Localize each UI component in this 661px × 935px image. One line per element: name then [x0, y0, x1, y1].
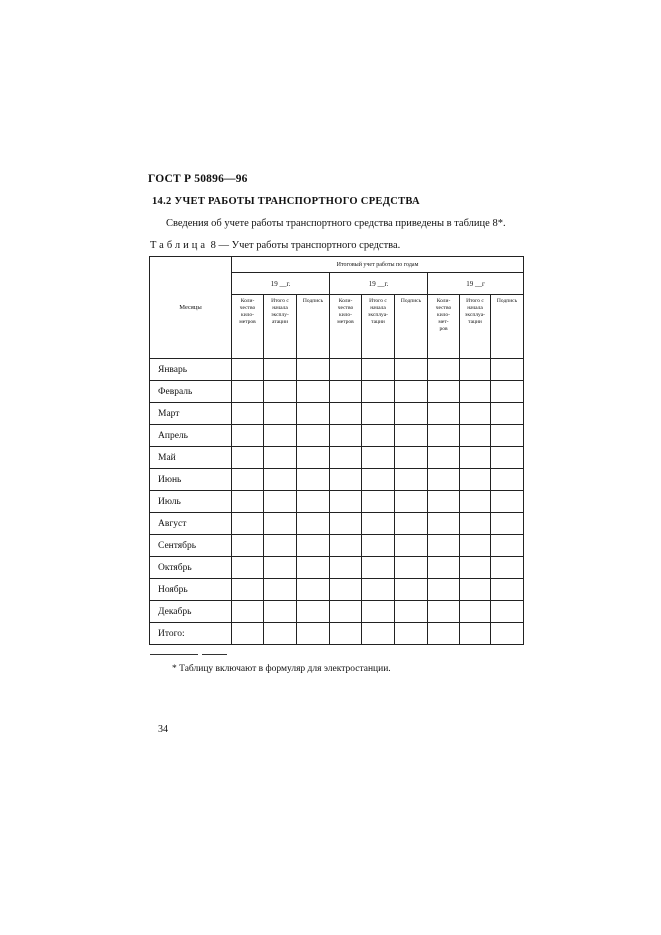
- table-row: [150, 469, 524, 491]
- entry-cell: [264, 425, 297, 447]
- entry-cell: [362, 601, 395, 623]
- entry-cell: [330, 513, 362, 535]
- sub-header-line: чество: [435, 305, 452, 311]
- table-caption: [150, 240, 400, 251]
- sub-header: [232, 295, 264, 359]
- entry-cell: [395, 359, 428, 381]
- page-number: 34: [158, 724, 168, 735]
- month-label: Март: [150, 403, 232, 425]
- entry-cell: [264, 447, 297, 469]
- section-title: 14.2 УЧЕТ РАБОТЫ ТРАНСПОРТНОГО СРЕДСТВА: [152, 196, 420, 207]
- entry-cell: [232, 579, 264, 601]
- entry-cell: [264, 535, 297, 557]
- sub-header-line: тации: [371, 319, 385, 325]
- entry-cell: [460, 425, 491, 447]
- table-row: [150, 381, 524, 403]
- entry-cell: [395, 425, 428, 447]
- entry-cell: [264, 579, 297, 601]
- sub-header-line: мет-: [438, 319, 449, 325]
- entry-cell: [264, 557, 297, 579]
- entry-cell: [362, 557, 395, 579]
- entry-cell: [297, 601, 330, 623]
- month-label: Ноябрь: [150, 579, 232, 601]
- sub-header-line: метров: [239, 319, 256, 325]
- entry-cell: [297, 381, 330, 403]
- sub-header-line: эксплуа-: [368, 312, 388, 318]
- entry-cell: [232, 403, 264, 425]
- entry-cell: [428, 579, 460, 601]
- entry-cell: [362, 579, 395, 601]
- entry-cell: [460, 623, 491, 645]
- entry-cell: [428, 623, 460, 645]
- entry-cell: [297, 623, 330, 645]
- entry-cell: [330, 469, 362, 491]
- entry-cell: [362, 623, 395, 645]
- entry-cell: [297, 579, 330, 601]
- sub-header-line: Коли-: [240, 298, 255, 304]
- sub-header: [460, 295, 491, 359]
- sub-header: [491, 295, 524, 359]
- sub-header-line: тации: [468, 319, 482, 325]
- month-label: Июль: [150, 491, 232, 513]
- sub-header-line: эксплуа-: [465, 312, 485, 318]
- table-row: [150, 447, 524, 469]
- entry-cell: [297, 359, 330, 381]
- entry-cell: [232, 469, 264, 491]
- entry-cell: [232, 381, 264, 403]
- entry-cell: [395, 601, 428, 623]
- entry-cell: [362, 469, 395, 491]
- sub-header: [264, 295, 297, 359]
- caption-text: — Учет работы транспортного средства.: [215, 240, 401, 251]
- entry-cell: [297, 447, 330, 469]
- sub-header: [330, 295, 362, 359]
- table-row: [150, 579, 524, 601]
- entry-cell: [491, 491, 524, 513]
- month-label: Февраль: [150, 381, 232, 403]
- table-row: [150, 513, 524, 535]
- entry-cell: [428, 535, 460, 557]
- entry-cell: [330, 601, 362, 623]
- entry-cell: [232, 425, 264, 447]
- entry-cell: [297, 535, 330, 557]
- month-label: Октябрь: [150, 557, 232, 579]
- table-row: [150, 403, 524, 425]
- entry-cell: [330, 381, 362, 403]
- entry-cell: [428, 447, 460, 469]
- entry-cell: [428, 601, 460, 623]
- sub-header: [297, 295, 330, 359]
- entry-cell: [491, 623, 524, 645]
- month-label: Август: [150, 513, 232, 535]
- entry-cell: [428, 381, 460, 403]
- entry-cell: [491, 513, 524, 535]
- month-label: Итого:: [150, 623, 232, 645]
- caption-number: 8: [210, 240, 216, 251]
- entry-cell: [491, 535, 524, 557]
- entry-cell: [297, 491, 330, 513]
- footnote-rule-short: [202, 654, 227, 655]
- table-row: [150, 491, 524, 513]
- sub-header-line: метров: [337, 319, 354, 325]
- entry-cell: [460, 535, 491, 557]
- sub-header-line: Итого с: [271, 298, 289, 304]
- year-header: 19 __г.: [232, 273, 330, 295]
- entry-cell: [330, 535, 362, 557]
- entry-cell: [460, 491, 491, 513]
- sub-header-line: чество: [239, 305, 256, 311]
- entry-cell: [428, 557, 460, 579]
- sub-header: [428, 295, 460, 359]
- sub-header-line: ров: [439, 326, 448, 332]
- entry-cell: [362, 381, 395, 403]
- sub-header-line: чество: [337, 305, 354, 311]
- sub-header-line: Подпись: [496, 298, 518, 304]
- entry-cell: [362, 513, 395, 535]
- entry-cell: [232, 601, 264, 623]
- entry-cell: [491, 557, 524, 579]
- entry-cell: [491, 359, 524, 381]
- entry-cell: [297, 513, 330, 535]
- entry-cell: [330, 579, 362, 601]
- entry-cell: [428, 425, 460, 447]
- entry-cell: [395, 491, 428, 513]
- entry-cell: [428, 491, 460, 513]
- entry-cell: [491, 469, 524, 491]
- table-row: [150, 623, 524, 645]
- entry-cell: [395, 403, 428, 425]
- entry-cell: [232, 623, 264, 645]
- entry-cell: [264, 403, 297, 425]
- year-header: 19 __г: [428, 273, 524, 295]
- entry-cell: [491, 601, 524, 623]
- work-record-table: [149, 256, 524, 645]
- sub-header-line: кило-: [437, 312, 450, 318]
- entry-cell: [362, 491, 395, 513]
- sub-header-line: кило-: [339, 312, 352, 318]
- footnote-rule: [150, 654, 198, 655]
- sub-header-line: эксплу-: [271, 312, 289, 318]
- entry-cell: [491, 381, 524, 403]
- month-label: Июнь: [150, 469, 232, 491]
- month-label: Май: [150, 447, 232, 469]
- entry-cell: [428, 469, 460, 491]
- sub-header: [395, 295, 428, 359]
- table-row: [150, 601, 524, 623]
- sub-header-line: начала: [370, 305, 386, 311]
- month-label: Апрель: [150, 425, 232, 447]
- sub-header-line: начала: [272, 305, 288, 311]
- entry-cell: [264, 381, 297, 403]
- entry-cell: [460, 403, 491, 425]
- sub-header-line: Коли-: [436, 298, 451, 304]
- sub-header-line: Подпись: [400, 298, 422, 304]
- entry-cell: [395, 579, 428, 601]
- entry-cell: [460, 469, 491, 491]
- table-row: [150, 557, 524, 579]
- entry-cell: [264, 623, 297, 645]
- entry-cell: [491, 425, 524, 447]
- total-header: Итоговый учет работы по годам: [232, 257, 524, 273]
- entry-cell: [264, 601, 297, 623]
- sub-header-line: начала: [467, 305, 483, 311]
- entry-cell: [460, 601, 491, 623]
- entry-cell: [362, 535, 395, 557]
- entry-cell: [395, 381, 428, 403]
- entry-cell: [362, 447, 395, 469]
- entry-cell: [264, 491, 297, 513]
- entry-cell: [264, 513, 297, 535]
- entry-cell: [428, 403, 460, 425]
- entry-cell: [460, 579, 491, 601]
- sub-header-line: Итого с: [369, 298, 387, 304]
- entry-cell: [395, 557, 428, 579]
- entry-cell: [395, 447, 428, 469]
- entry-cell: [491, 447, 524, 469]
- sub-header: [362, 295, 395, 359]
- months-header: Месяцы: [150, 257, 232, 359]
- table-row: [150, 425, 524, 447]
- sub-header-line: Подпись: [302, 298, 324, 304]
- intro-paragraph: Сведения об учете работы транспортного средства приведены в таблице 8*.: [166, 218, 506, 229]
- entry-cell: [460, 447, 491, 469]
- entry-cell: [460, 381, 491, 403]
- month-label: Сентябрь: [150, 535, 232, 557]
- sub-header-line: Итого с: [466, 298, 484, 304]
- entry-cell: [232, 513, 264, 535]
- entry-cell: [232, 447, 264, 469]
- entry-cell: [491, 579, 524, 601]
- sub-header-line: Коли-: [338, 298, 353, 304]
- entry-cell: [460, 557, 491, 579]
- month-label: Январь: [150, 359, 232, 381]
- entry-cell: [330, 403, 362, 425]
- sub-header-line: кило-: [241, 312, 254, 318]
- entry-cell: [395, 469, 428, 491]
- entry-cell: [362, 403, 395, 425]
- sub-header-line: атации: [271, 319, 289, 325]
- entry-cell: [428, 513, 460, 535]
- entry-cell: [330, 623, 362, 645]
- entry-cell: [297, 557, 330, 579]
- entry-cell: [330, 491, 362, 513]
- entry-cell: [330, 447, 362, 469]
- caption-label: Таблица: [150, 240, 209, 251]
- entry-cell: [232, 359, 264, 381]
- entry-cell: [395, 513, 428, 535]
- entry-cell: [297, 403, 330, 425]
- entry-cell: [232, 535, 264, 557]
- entry-cell: [362, 359, 395, 381]
- entry-cell: [395, 623, 428, 645]
- month-label: Декабрь: [150, 601, 232, 623]
- entry-cell: [460, 513, 491, 535]
- year-header: 19 __г.: [330, 273, 428, 295]
- entry-cell: [330, 425, 362, 447]
- entry-cell: [330, 557, 362, 579]
- entry-cell: [232, 491, 264, 513]
- entry-cell: [297, 425, 330, 447]
- entry-cell: [297, 469, 330, 491]
- entry-cell: [232, 557, 264, 579]
- table-row: [150, 535, 524, 557]
- table-row: [150, 359, 524, 381]
- entry-cell: [264, 359, 297, 381]
- entry-cell: [428, 359, 460, 381]
- footnote: * Таблицу включают в формуляр для электростанции.: [172, 664, 391, 674]
- entry-cell: [330, 359, 362, 381]
- entry-cell: [491, 403, 524, 425]
- entry-cell: [264, 469, 297, 491]
- entry-cell: [460, 359, 491, 381]
- document-code: ГОСТ Р 50896—96: [148, 173, 248, 185]
- entry-cell: [362, 425, 395, 447]
- entry-cell: [395, 535, 428, 557]
